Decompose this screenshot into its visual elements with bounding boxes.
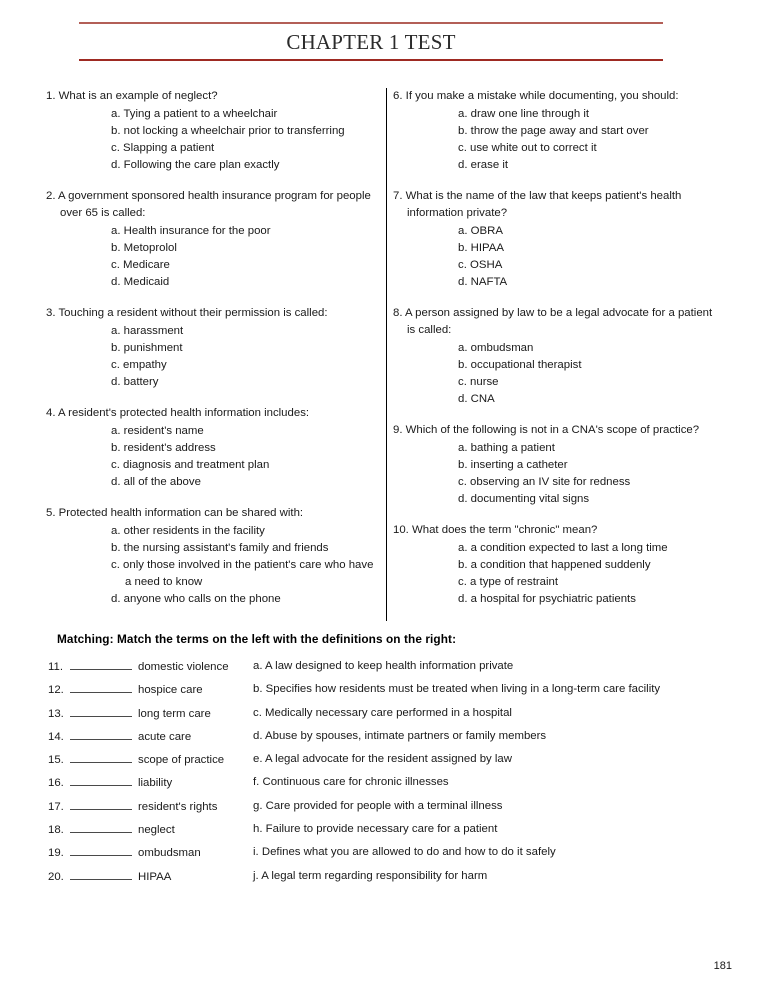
question-options xyxy=(393,540,723,608)
question-block xyxy=(393,88,723,174)
question-option[interactable]: c. only those involved in the patient's care who have a need to know xyxy=(111,559,374,588)
question-option[interactable]: a. Health insurance for the poor xyxy=(111,225,271,237)
matching-answer-blank[interactable] xyxy=(70,728,132,740)
question-option[interactable]: c. Slapping a patient xyxy=(111,142,215,154)
question-stem: 5. Protected health information can be shared with: xyxy=(46,507,304,519)
question-block xyxy=(46,505,376,608)
question-option[interactable]: a. OBRA xyxy=(458,225,503,237)
matching-number: 18. xyxy=(48,824,64,837)
matching-term-label: neglect xyxy=(138,824,175,837)
document-header xyxy=(79,22,663,61)
question-option[interactable]: a. draw one line through it xyxy=(458,108,590,120)
question-option[interactable]: b. the nursing assistant's family and friends xyxy=(111,542,329,554)
question-option[interactable]: c. OSHA xyxy=(458,259,503,271)
question-block xyxy=(393,188,723,291)
matching-number: 15. xyxy=(48,754,64,767)
question-option[interactable]: c. Medicare xyxy=(111,259,170,271)
question-option[interactable]: b. occupational therapist xyxy=(458,359,582,371)
question-options xyxy=(46,423,376,491)
question-option[interactable]: b. Metoprolol xyxy=(111,242,177,254)
matching-term-label: liability xyxy=(138,777,173,790)
question-block xyxy=(393,305,723,408)
question-stem: 8. A person assigned by law to be a legal advocate for a patient is called: xyxy=(393,307,713,336)
question-stem: 10. What does the term "chronic" mean? xyxy=(393,524,598,536)
question-option[interactable]: c. nurse xyxy=(458,376,499,388)
question-option[interactable]: d. erase it xyxy=(458,159,509,171)
question-block xyxy=(46,188,376,291)
matching-definition[interactable]: h. Failure to provide necessary care for a patient xyxy=(253,823,498,836)
matching-answer-blank[interactable] xyxy=(70,774,132,786)
matching-answer-blank[interactable] xyxy=(70,751,132,763)
question-option[interactable]: c. observing an IV site for redness xyxy=(458,476,631,488)
matching-list xyxy=(0,658,768,891)
matching-definition[interactable]: c. Medically necessary care performed in a hospital xyxy=(253,706,512,719)
matching-definition[interactable]: f. Continuous care for chronic illnesses xyxy=(253,776,449,789)
matching-row xyxy=(0,821,768,844)
question-option[interactable]: a. Tying a patient to a wheelchair xyxy=(111,108,278,120)
matching-row xyxy=(0,751,768,774)
matching-term-label: HIPAA xyxy=(138,870,172,883)
question-option[interactable]: b. punishment xyxy=(111,342,183,354)
matching-answer-blank[interactable] xyxy=(70,868,132,880)
matching-term-label: scope of practice xyxy=(138,754,225,767)
question-option[interactable]: a. harassment xyxy=(111,325,184,337)
question-block xyxy=(46,305,376,391)
matching-definition[interactable]: b. Specifies how residents must be treated when living in a long-term care facility xyxy=(253,683,661,696)
matching-answer-blank[interactable] xyxy=(70,681,132,693)
matching-term-label: acute care xyxy=(138,730,192,743)
question-options xyxy=(393,340,723,408)
matching-number: 13. xyxy=(48,707,64,720)
matching-definition[interactable]: d. Abuse by spouses, intimate partners or family members xyxy=(253,729,547,742)
question-option[interactable]: c. empathy xyxy=(111,359,167,371)
question-option[interactable]: b. not locking a wheelchair prior to transferring xyxy=(111,125,345,137)
matching-row xyxy=(0,844,768,867)
matching-number: 12. xyxy=(48,684,64,697)
question-option[interactable]: d. Medicaid xyxy=(111,276,170,288)
matching-row xyxy=(0,774,768,797)
question-option[interactable]: c. use white out to correct it xyxy=(458,142,597,154)
question-option[interactable]: c. diagnosis and treatment plan xyxy=(111,459,270,471)
question-options xyxy=(393,106,723,174)
matching-answer-blank[interactable] xyxy=(70,844,132,856)
question-options xyxy=(46,323,376,391)
question-option[interactable]: d. all of the above xyxy=(111,476,201,488)
matching-term-label: ombudsman xyxy=(138,847,201,860)
question-options xyxy=(46,523,376,608)
question-option[interactable]: d. a hospital for psychiatric patients xyxy=(458,593,636,605)
question-block xyxy=(393,522,723,608)
question-stem: 3. Touching a resident without their permission is called: xyxy=(46,307,328,319)
matching-answer-blank[interactable] xyxy=(70,821,132,833)
question-block xyxy=(46,88,376,174)
question-option[interactable]: a. resident's name xyxy=(111,425,204,437)
question-option[interactable]: b. HIPAA xyxy=(458,242,505,254)
matching-row xyxy=(0,658,768,681)
question-option[interactable]: b. a condition that happened suddenly xyxy=(458,559,651,571)
question-stem: 7. What is the name of the law that keeps patient's health information private? xyxy=(393,190,682,219)
matching-term-label: hospice care xyxy=(138,684,203,697)
question-stem: 6. If you make a mistake while documenting, you should: xyxy=(393,90,679,102)
question-option[interactable]: b. resident's address xyxy=(111,442,216,454)
matching-definition[interactable]: i. Defines what you are allowed to do and how to do it safely xyxy=(253,846,556,859)
matching-answer-blank[interactable] xyxy=(70,705,132,717)
matching-answer-blank[interactable] xyxy=(70,798,132,810)
matching-row xyxy=(0,868,768,891)
matching-answer-blank[interactable] xyxy=(70,658,132,670)
matching-definition[interactable]: e. A legal advocate for the resident assigned by law xyxy=(253,753,512,766)
matching-row xyxy=(0,798,768,821)
question-block xyxy=(46,405,376,491)
matching-number: 16. xyxy=(48,777,64,790)
column-divider xyxy=(386,88,387,621)
page-number: 181 xyxy=(713,960,732,972)
matching-term-label: domestic violence xyxy=(138,661,229,673)
question-option[interactable]: d. anyone who calls on the phone xyxy=(111,593,281,605)
question-stem: 2. A government sponsored health insurance program for people over 65 is called: xyxy=(46,190,371,219)
question-option[interactable]: d. Following the care plan exactly xyxy=(111,159,280,171)
question-option[interactable]: d. battery xyxy=(111,376,159,388)
matching-row xyxy=(0,681,768,704)
matching-definition[interactable]: j. A legal term regarding responsibility for harm xyxy=(253,869,488,882)
matching-number: 14. xyxy=(48,730,64,743)
question-option[interactable]: b. throw the page away and start over xyxy=(458,125,649,137)
question-column-left xyxy=(46,88,376,622)
page-title: CHAPTER 1 TEST xyxy=(286,30,456,54)
header-rule-bottom xyxy=(79,59,663,61)
matching-number: 20. xyxy=(48,870,64,883)
question-stem: 1. What is an example of neglect? xyxy=(46,90,218,102)
matching-term-label: long term care xyxy=(138,707,211,720)
matching-term-label: resident's rights xyxy=(138,800,218,813)
question-options xyxy=(46,223,376,291)
question-options xyxy=(393,440,723,508)
question-option[interactable]: a. a condition expected to last a long time xyxy=(458,542,668,554)
question-option[interactable]: c. a type of restraint xyxy=(458,576,559,588)
matching-number: 19. xyxy=(48,847,64,860)
question-option[interactable]: a. ombudsman xyxy=(458,342,534,354)
question-options xyxy=(393,223,723,291)
question-option[interactable]: d. CNA xyxy=(458,393,495,405)
matching-definition[interactable]: a. A law designed to keep health information private xyxy=(253,660,514,672)
question-column-right xyxy=(393,88,723,622)
matching-row xyxy=(0,705,768,728)
matching-heading: Matching: Match the terms on the left with the definitions on the right: xyxy=(57,632,457,646)
matching-definition[interactable]: g. Care provided for people with a terminal illness xyxy=(253,799,503,812)
question-stem: 9. Which of the following is not in a CNA's scope of practice? xyxy=(393,424,700,436)
question-option[interactable]: d. documenting vital signs xyxy=(458,493,590,505)
question-option[interactable]: a. other residents in the facility xyxy=(111,525,265,537)
question-stem: 4. A resident's protected health information includes: xyxy=(46,407,310,419)
matching-number: 17. xyxy=(48,800,64,813)
question-options xyxy=(46,106,376,174)
matching-number: 11. xyxy=(48,661,63,673)
question-option[interactable]: b. inserting a catheter xyxy=(458,459,568,471)
matching-row xyxy=(0,728,768,751)
question-option[interactable]: d. NAFTA xyxy=(458,276,508,288)
question-block xyxy=(393,422,723,508)
question-option[interactable]: a. bathing a patient xyxy=(458,442,555,454)
